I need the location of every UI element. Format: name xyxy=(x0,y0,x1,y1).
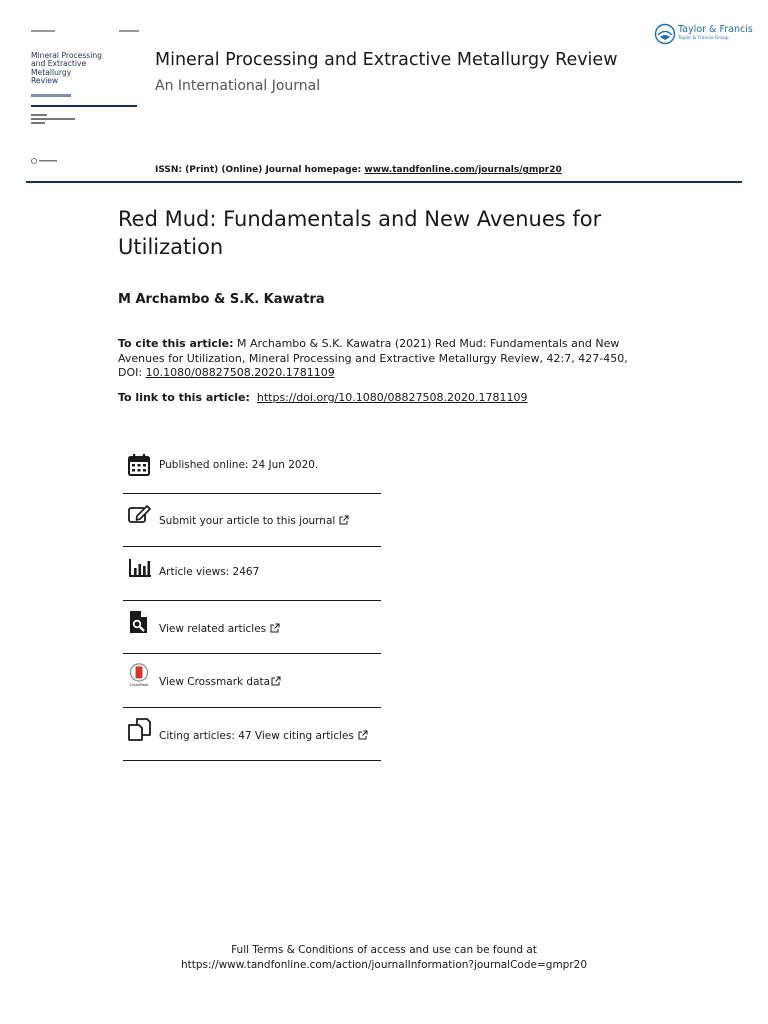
external-link-icon xyxy=(339,515,349,525)
cover-publisher-logo xyxy=(31,158,61,164)
crossmark-label: View Crossmark data xyxy=(159,676,271,688)
article-title: Red Mud: Fundamentals and New Avenues for Utilization xyxy=(118,207,602,259)
cover-title xyxy=(31,52,136,86)
journal-title: Mineral Processing and Extractive Metallurgy Review xyxy=(155,50,618,70)
published-date: Published online: 24 Jun 2020. xyxy=(159,459,319,471)
cover-title-line: Review xyxy=(31,76,59,86)
views-item xyxy=(123,547,381,600)
external-link-icon xyxy=(271,676,281,686)
cover-title-line: and Extractive xyxy=(31,59,87,69)
crossmark-link[interactable] xyxy=(159,676,281,688)
terms-text: Full Terms & Conditions of access and use can be found at xyxy=(231,944,537,956)
related-articles-link[interactable] xyxy=(159,623,280,635)
journal-cover-thumbnail xyxy=(31,30,139,180)
external-link-icon xyxy=(270,623,280,633)
article-link-label: To link to this article: xyxy=(118,391,250,404)
related-item[interactable] xyxy=(123,601,381,654)
citing-documents-icon xyxy=(127,717,151,741)
header-rule xyxy=(26,181,742,183)
submit-article-link[interactable] xyxy=(159,515,349,527)
calendar-icon xyxy=(127,453,151,477)
terms-url[interactable]: https://www.tandfonline.com/action/journalInformation?journalCode=gmpr20 xyxy=(180,959,588,971)
citing-label: Citing articles: 47 View citing articles xyxy=(159,729,354,742)
publisher-logo-icon xyxy=(654,23,676,45)
cover-rule xyxy=(31,105,137,107)
cover-top-strip xyxy=(31,30,139,34)
edit-icon xyxy=(127,502,151,526)
cover-meta xyxy=(31,114,81,126)
article-link xyxy=(118,391,678,404)
issn-line xyxy=(155,165,562,175)
citation-doi-link[interactable]: 10.1080/08827508.2020.1781109 xyxy=(145,366,335,379)
cover-subtitle-mark xyxy=(31,94,71,97)
publisher-name: Taylor & Francis xyxy=(678,24,753,35)
citation xyxy=(118,337,648,381)
bar-chart-icon xyxy=(127,555,151,579)
external-link-icon xyxy=(358,730,368,740)
citing-item[interactable] xyxy=(123,708,381,761)
article-views: Article views: 2467 xyxy=(159,566,260,578)
svg-text:CrossMark: CrossMark xyxy=(129,683,149,687)
publisher-logo[interactable] xyxy=(654,23,754,47)
published-item xyxy=(123,440,381,493)
cover-title-line: Mineral Processing xyxy=(31,51,102,60)
crossmark-item[interactable] xyxy=(123,654,381,707)
journal-subtitle: An International Journal xyxy=(155,78,321,94)
citation-label: To cite this article: xyxy=(118,337,234,350)
journal-homepage-link[interactable]: www.tandfonline.com/journals/gmpr20 xyxy=(364,165,562,175)
submit-item[interactable] xyxy=(123,494,381,547)
crossmark-icon xyxy=(127,663,151,687)
divider xyxy=(123,760,381,761)
publisher-group: Taylor & Francis Group xyxy=(678,36,729,41)
article-info-list xyxy=(123,440,381,761)
cover-title-line: Metallurgy xyxy=(31,67,72,77)
issn-text: ISSN: (Print) (Online) Journal homepage: xyxy=(155,165,365,175)
citation-text: M Archambo & S.K. Kawatra (2021) Red Mud: Fundamentals and New Avenues for Utilization, Mineral Processing and Extractive Metallurgy Review, 42:7, 427-450, DOI: xyxy=(118,337,628,379)
related-label: View related articles xyxy=(159,622,267,635)
citing-articles-link[interactable] xyxy=(159,730,368,742)
document-search-icon xyxy=(127,610,151,634)
terms-footer xyxy=(0,943,768,973)
article-authors: M Archambo & S.K. Kawatra xyxy=(118,292,325,307)
article-doi-url[interactable]: https://doi.org/10.1080/08827508.2020.1781109 xyxy=(256,391,528,404)
submit-label: Submit your article to this journal xyxy=(159,514,336,527)
